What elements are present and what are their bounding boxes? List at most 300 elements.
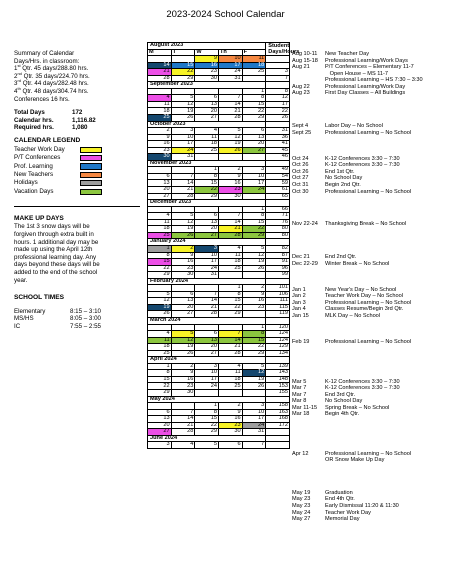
- week-total: 111: [266, 298, 290, 305]
- week-total: 76: [266, 219, 290, 226]
- day-cell: 23: [148, 147, 172, 154]
- day-cell: 28: [218, 232, 242, 239]
- day-cell: 16: [148, 141, 172, 148]
- week-total: 96: [266, 265, 290, 272]
- day-cell: 7: [218, 213, 242, 220]
- school-time-row: Elementary 8:15 – 3:10: [14, 307, 101, 315]
- day-cell: 31: [171, 154, 195, 161]
- legend-swatch: [80, 189, 102, 195]
- day-cell: 6: [195, 213, 219, 220]
- legend-swatch: [80, 147, 102, 153]
- day-cell: 23: [242, 304, 266, 311]
- day-cell: 21: [218, 344, 242, 351]
- day-cell: 25: [148, 115, 172, 122]
- event-text: K-12 Conferences 3:30 – 7:30: [325, 162, 400, 169]
- day-cell: 29: [195, 429, 219, 436]
- day-cell: 17: [195, 259, 219, 266]
- event-text: Memorial Day: [325, 516, 360, 523]
- day-cell: 27: [242, 147, 266, 154]
- day-cell: 26: [242, 383, 266, 390]
- day-cell: 7: [171, 173, 195, 180]
- day-cell: 10: [242, 173, 266, 180]
- day-cell: 3: [242, 403, 266, 410]
- event-date: Mar 18: [292, 411, 310, 418]
- day-cell: 11: [218, 252, 242, 259]
- day-cell: 17: [218, 62, 242, 69]
- weekday-header: M: [148, 49, 172, 56]
- day-cell: 11: [195, 134, 219, 141]
- day-cell: 3: [171, 128, 195, 135]
- day-cell: 12: [242, 370, 266, 377]
- day-cell: 28: [218, 115, 242, 122]
- event-date: Dec 22-29: [292, 260, 318, 267]
- month-name: November 2023: [148, 160, 266, 167]
- day-cell: 25: [148, 350, 172, 357]
- legend-label: Prof. Learning: [14, 162, 53, 170]
- week-total: 129: [266, 344, 290, 351]
- event-date: May 27: [292, 516, 311, 523]
- day-cell: 12: [171, 337, 195, 344]
- legend-item: [14, 171, 142, 179]
- event-text: Professional Learning – No School: [325, 450, 412, 457]
- makeup-line: added to the end of the school: [14, 269, 98, 277]
- day-cell: 23: [218, 187, 242, 194]
- event-item: [292, 339, 450, 346]
- day-cell: 21: [148, 69, 172, 76]
- week-total: 59: [266, 180, 290, 187]
- day-cell: 2: [218, 403, 242, 410]
- day-cell: 14: [171, 180, 195, 187]
- legend-swatch: [80, 172, 102, 178]
- legend-swatch: [80, 163, 102, 169]
- event-item: [292, 90, 450, 97]
- day-cell: 23: [218, 422, 242, 429]
- event-text: K-12 Conferences 3:30 – 7:30: [325, 378, 400, 385]
- makeup-line: days beyond these days will be: [14, 261, 100, 269]
- day-cell: 5: [171, 331, 195, 338]
- day-cell: 20: [242, 141, 266, 148]
- event-text: OR Snow Make Up Day: [325, 457, 385, 464]
- week-total: [266, 442, 290, 449]
- event-date: May 23: [292, 496, 311, 503]
- day-cell: 15: [218, 298, 242, 305]
- week-total: 45: [266, 147, 290, 154]
- legend-item: [14, 146, 142, 154]
- day-cell: 14: [195, 298, 219, 305]
- day-cell: 8: [195, 173, 219, 180]
- event-date: Sept 4: [292, 123, 309, 130]
- event-item: [292, 261, 450, 268]
- divider: [14, 206, 140, 207]
- day-cell: 26: [171, 115, 195, 122]
- week-total: 139: [266, 363, 290, 370]
- event-text: Labor Day – No School: [325, 123, 383, 130]
- day-cell: 24: [195, 265, 219, 272]
- school-times-title: SCHOOL TIMES: [14, 294, 65, 302]
- event-date: Oct 30: [292, 188, 309, 195]
- day-cell: 26: [242, 265, 266, 272]
- event-text: Teacher Work Day – No School: [325, 293, 403, 300]
- day-cell: 1: [195, 167, 219, 174]
- makeup-line: hours. 1 additional day may be: [14, 238, 99, 246]
- day-cell: 15: [195, 180, 219, 187]
- day-cell: 8: [148, 370, 172, 377]
- event-text: New Year's Day – No School: [325, 286, 397, 293]
- event-date: May 19: [292, 489, 311, 496]
- event-date: May 24: [292, 509, 311, 516]
- day-cell: 17: [242, 180, 266, 187]
- day-cell: 29: [195, 193, 219, 200]
- day-cell: 18: [148, 344, 172, 351]
- day-cell: 20: [148, 187, 172, 194]
- day-cell: 20: [195, 344, 219, 351]
- week-total: 82: [266, 245, 290, 252]
- event-text: No School Day: [325, 175, 363, 182]
- day-cell: 13: [195, 101, 219, 108]
- day-cell: 10: [195, 370, 219, 377]
- day-cell: 15: [148, 259, 172, 266]
- makeup-line: The 1st 3 snow days will be: [14, 223, 90, 231]
- day-cell: 30: [148, 154, 172, 161]
- week-total: 22: [266, 108, 290, 115]
- summary-line: Days/Hrs. in classroom:: [14, 57, 80, 65]
- day-cell: 13: [148, 180, 172, 187]
- total-days: Total Days 172: [14, 109, 83, 117]
- week-total: 8: [266, 88, 290, 95]
- event-text: Professional Learning – No School: [325, 339, 412, 346]
- makeup-title: MAKE UP DAYS: [14, 214, 64, 222]
- event-date: Aug 10-11: [292, 51, 318, 57]
- makeup-line: year.: [14, 276, 28, 284]
- day-cell: 2: [171, 363, 195, 370]
- event-date: Apr 12: [292, 450, 309, 457]
- event-text: Professional Learning – No School: [325, 299, 412, 306]
- day-cell: 8: [218, 291, 242, 298]
- day-cell: 11: [242, 56, 266, 63]
- week-total: 49: [266, 167, 290, 174]
- week-total: 7: [266, 75, 290, 82]
- day-cell: 4: [171, 442, 195, 449]
- day-cell: 2: [148, 128, 172, 135]
- day-cell: 27: [195, 232, 219, 239]
- day-cell: 2: [242, 285, 266, 292]
- day-cell: 13: [171, 298, 195, 305]
- day-cell: 5: [242, 245, 266, 252]
- week-total: 41: [266, 141, 290, 148]
- event-date: May 23: [292, 502, 311, 509]
- day-cell: 7: [218, 331, 242, 338]
- day-cell: 28: [218, 350, 242, 357]
- week-total: 148: [266, 376, 290, 383]
- day-cell: 25: [148, 232, 172, 239]
- day-cell: 20: [148, 422, 172, 429]
- day-cell: 29: [148, 389, 172, 396]
- day-cell: 1: [148, 363, 172, 370]
- day-cell: 22: [242, 108, 266, 115]
- month-name: February 2024: [148, 278, 266, 285]
- event-date: Aug 15-18: [292, 57, 318, 64]
- day-cell: 1: [148, 245, 172, 252]
- day-cell: 26: [148, 311, 172, 318]
- day-cell: 28: [195, 311, 219, 318]
- day-cell: 6: [195, 331, 219, 338]
- day-cell: 1: [242, 206, 266, 213]
- event-text: K-12 Conferences 3:30 – 7:30: [325, 155, 400, 162]
- week-total: 46: [266, 154, 290, 161]
- weekday-header: F: [242, 49, 266, 56]
- day-cell: 8: [148, 252, 172, 259]
- day-cell: 21: [195, 304, 219, 311]
- event-item: [292, 221, 450, 228]
- day-cell: 17: [171, 141, 195, 148]
- day-cell: 14: [218, 219, 242, 226]
- day-cell: 30: [218, 429, 242, 436]
- day-cell: 10: [195, 252, 219, 259]
- day-cell: 21: [218, 226, 242, 233]
- event-item: [292, 313, 450, 320]
- week-total: 12: [266, 95, 290, 102]
- left-panel: [14, 50, 142, 331]
- event-text: End 4th Qtr.: [325, 496, 355, 503]
- day-cell: 19: [218, 141, 242, 148]
- week-total: 163: [266, 409, 290, 416]
- required-hours: Required hrs. 1,080: [14, 124, 88, 132]
- day-cell: 15: [242, 337, 266, 344]
- week-total: 153: [266, 383, 290, 390]
- day-cell: 14: [171, 416, 195, 423]
- day-cell: 1: [242, 324, 266, 331]
- event-item: [292, 516, 450, 523]
- day-cell: 3: [195, 245, 219, 252]
- week-total: 134: [266, 350, 290, 357]
- day-cell: 12: [171, 219, 195, 226]
- event-text: Teacher Work Day: [325, 509, 371, 516]
- week-total: 66: [266, 206, 290, 213]
- event-date: Jan 4: [292, 306, 306, 313]
- event-text: Winter Break – No School: [325, 260, 390, 267]
- day-cell: 15: [242, 101, 266, 108]
- day-cell: 5: [195, 442, 219, 449]
- school-times: [14, 294, 142, 330]
- day-cell: 18: [218, 376, 242, 383]
- legend-title: CALENDAR LEGEND: [14, 136, 81, 144]
- day-cell: 16: [218, 416, 242, 423]
- day-cell: 27: [195, 350, 219, 357]
- day-cell: 7: [171, 409, 195, 416]
- week-total: 31: [266, 128, 290, 135]
- day-cell: 15: [148, 376, 172, 383]
- day-cell: 2: [218, 167, 242, 174]
- month-name: April 2024: [148, 357, 266, 364]
- day-cell: 9: [195, 56, 219, 63]
- day-cell: 25: [242, 69, 266, 76]
- week-total: 17: [266, 101, 290, 108]
- week-total: 61: [266, 187, 290, 194]
- conferences-line: Conferences 16 hrs.: [14, 95, 70, 103]
- day-cell: 15: [242, 219, 266, 226]
- event-date: Mar 8: [292, 398, 307, 405]
- legend-item: [14, 179, 142, 187]
- event-date: Mar 7: [292, 391, 307, 398]
- day-cell: 19: [171, 226, 195, 233]
- event-date: Mar 11-15: [292, 404, 318, 411]
- event-text: Begin 2nd Qtr.: [325, 182, 361, 188]
- event-date: Jan 1: [292, 286, 306, 293]
- day-cell: 29: [242, 350, 266, 357]
- day-cell: 4: [218, 245, 242, 252]
- day-cell: 20: [171, 304, 195, 311]
- day-cell: 18: [218, 259, 242, 266]
- week-total: 80: [266, 226, 290, 233]
- weekday-header: W: [195, 49, 219, 56]
- event-date: [292, 457, 325, 464]
- day-cell: 9: [218, 173, 242, 180]
- day-cell: 7: [218, 95, 242, 102]
- event-date: Dec 21: [292, 254, 310, 261]
- day-cell: 18: [195, 141, 219, 148]
- day-cell: 10: [242, 409, 266, 416]
- day-cell: 8: [242, 95, 266, 102]
- school-time-row: MS/HS 8:05 – 3:00: [14, 315, 101, 323]
- day-cell: 3: [195, 363, 219, 370]
- quarter-line: 1st Qtr. 45 days/288.80 hrs.: [14, 63, 89, 73]
- event-date: Jan 2: [292, 293, 306, 300]
- school-time-row: IC 7:55 – 2:55: [14, 323, 101, 330]
- day-cell: 24: [242, 187, 266, 194]
- day-cell: 16: [195, 62, 219, 69]
- event-text: K-12 Conferences 3:30 – 7:30: [325, 385, 400, 392]
- legend-swatch: [80, 155, 102, 161]
- month-name: August 2023: [148, 43, 266, 50]
- week-total: 119: [266, 311, 290, 318]
- week-total: 54: [266, 173, 290, 180]
- event-text: Professional Learning – No School: [325, 188, 412, 195]
- event-text: P/T Conferences – Elementary 11-7: [325, 64, 414, 71]
- month-name: May 2024: [148, 396, 266, 403]
- legend-label: P/T Conferences: [14, 154, 61, 162]
- day-cell: 18: [148, 226, 172, 233]
- calendar-hours: Calendar hrs. 1,116.82: [14, 116, 96, 124]
- summary-line: Summary of Calendar: [14, 50, 75, 57]
- event-date: Sept 25: [292, 129, 312, 136]
- event-date: Oct 26: [292, 162, 309, 169]
- day-cell: 12: [242, 252, 266, 259]
- event-item: [292, 130, 450, 137]
- day-cell: 17: [242, 416, 266, 423]
- event-text: Thanksgiving Break – No School: [325, 221, 407, 228]
- day-cell: 26: [171, 350, 195, 357]
- day-cell: 5: [171, 95, 195, 102]
- event-date: Feb 19: [292, 339, 310, 346]
- week-total: 71: [266, 213, 290, 220]
- legend-label: Vacation Days: [14, 187, 54, 195]
- week-total: 87: [266, 252, 290, 259]
- day-cell: 1: [218, 285, 242, 292]
- makeup-days: [14, 215, 142, 284]
- day-cell: 29: [218, 311, 242, 318]
- day-cell: 20: [195, 108, 219, 115]
- day-cell: 23: [171, 383, 195, 390]
- page-title: 2023-2024 School Calendar: [166, 9, 285, 20]
- week-row: [148, 442, 290, 449]
- legend-label: New Teachers: [14, 171, 54, 179]
- day-cell: 17: [195, 376, 219, 383]
- event-item: [292, 457, 450, 464]
- week-total: 115: [266, 304, 290, 311]
- day-cell: 8: [195, 409, 219, 416]
- day-cell: 29: [148, 272, 172, 279]
- day-cell: 6: [218, 442, 242, 449]
- day-cell: 15: [171, 62, 195, 69]
- day-cell: 9: [148, 134, 172, 141]
- day-cell: 21: [171, 187, 195, 194]
- event-text: No School Day: [325, 398, 363, 405]
- week-total: 99: [266, 272, 290, 279]
- day-cell: 10: [218, 56, 242, 63]
- day-cell: 22: [148, 265, 172, 272]
- event-text: End 2nd Qtr.: [325, 254, 357, 261]
- day-cell: 12: [218, 134, 242, 141]
- day-cell: 11: [148, 337, 172, 344]
- day-cell: 3: [148, 442, 172, 449]
- day-cell: 9: [171, 370, 195, 377]
- day-cell: 27: [195, 115, 219, 122]
- day-cell: 24: [242, 422, 266, 429]
- legend-item: [14, 162, 142, 170]
- week-total: 124: [266, 337, 290, 344]
- week-total: 65: [266, 193, 290, 200]
- event-date: Jan 15: [292, 313, 309, 319]
- event-text: Spring Break – No School: [325, 404, 390, 411]
- totals: [14, 109, 142, 132]
- day-cell: 13: [195, 219, 219, 226]
- event-text: MLK Day – No School: [325, 313, 381, 319]
- day-cell: 22: [195, 187, 219, 194]
- day-cell: 27: [171, 311, 195, 318]
- calendar-summary: [14, 50, 142, 103]
- day-cell: 16: [171, 259, 195, 266]
- day-cell: 27: [148, 193, 172, 200]
- month-name: June 2024: [148, 435, 266, 442]
- month-name: October 2023: [148, 121, 266, 128]
- day-cell: 7: [242, 442, 266, 449]
- day-cell: 28: [171, 193, 195, 200]
- day-cell: 23: [195, 69, 219, 76]
- quarter-line: 4th Qtr. 48 days/304.74 hrs.: [14, 85, 89, 95]
- event-text: End 1st Qtr.: [325, 168, 355, 175]
- day-cell: 1: [195, 403, 219, 410]
- event-date: Oct 26: [292, 168, 309, 175]
- week-total: 106: [266, 291, 290, 298]
- day-cell: 14: [218, 101, 242, 108]
- day-cell: 6: [242, 128, 266, 135]
- event-text: New Teacher Day: [325, 51, 370, 57]
- day-cell: 12: [148, 298, 172, 305]
- legend-label: Teacher Work Day: [14, 145, 65, 153]
- day-cell: 28: [171, 429, 195, 436]
- day-cell: 22: [195, 422, 219, 429]
- day-cell: 11: [218, 370, 242, 377]
- day-cell: 9: [171, 252, 195, 259]
- day-cell: 4: [148, 213, 172, 220]
- day-cell: 11: [148, 101, 172, 108]
- week-total: 120: [266, 324, 290, 331]
- day-cell: 22: [148, 383, 172, 390]
- month-name: March 2024: [148, 317, 266, 324]
- makeup-line: professional learning day. Any: [14, 253, 97, 261]
- day-cell: 9: [218, 409, 242, 416]
- event-date: Oct 27: [292, 175, 309, 182]
